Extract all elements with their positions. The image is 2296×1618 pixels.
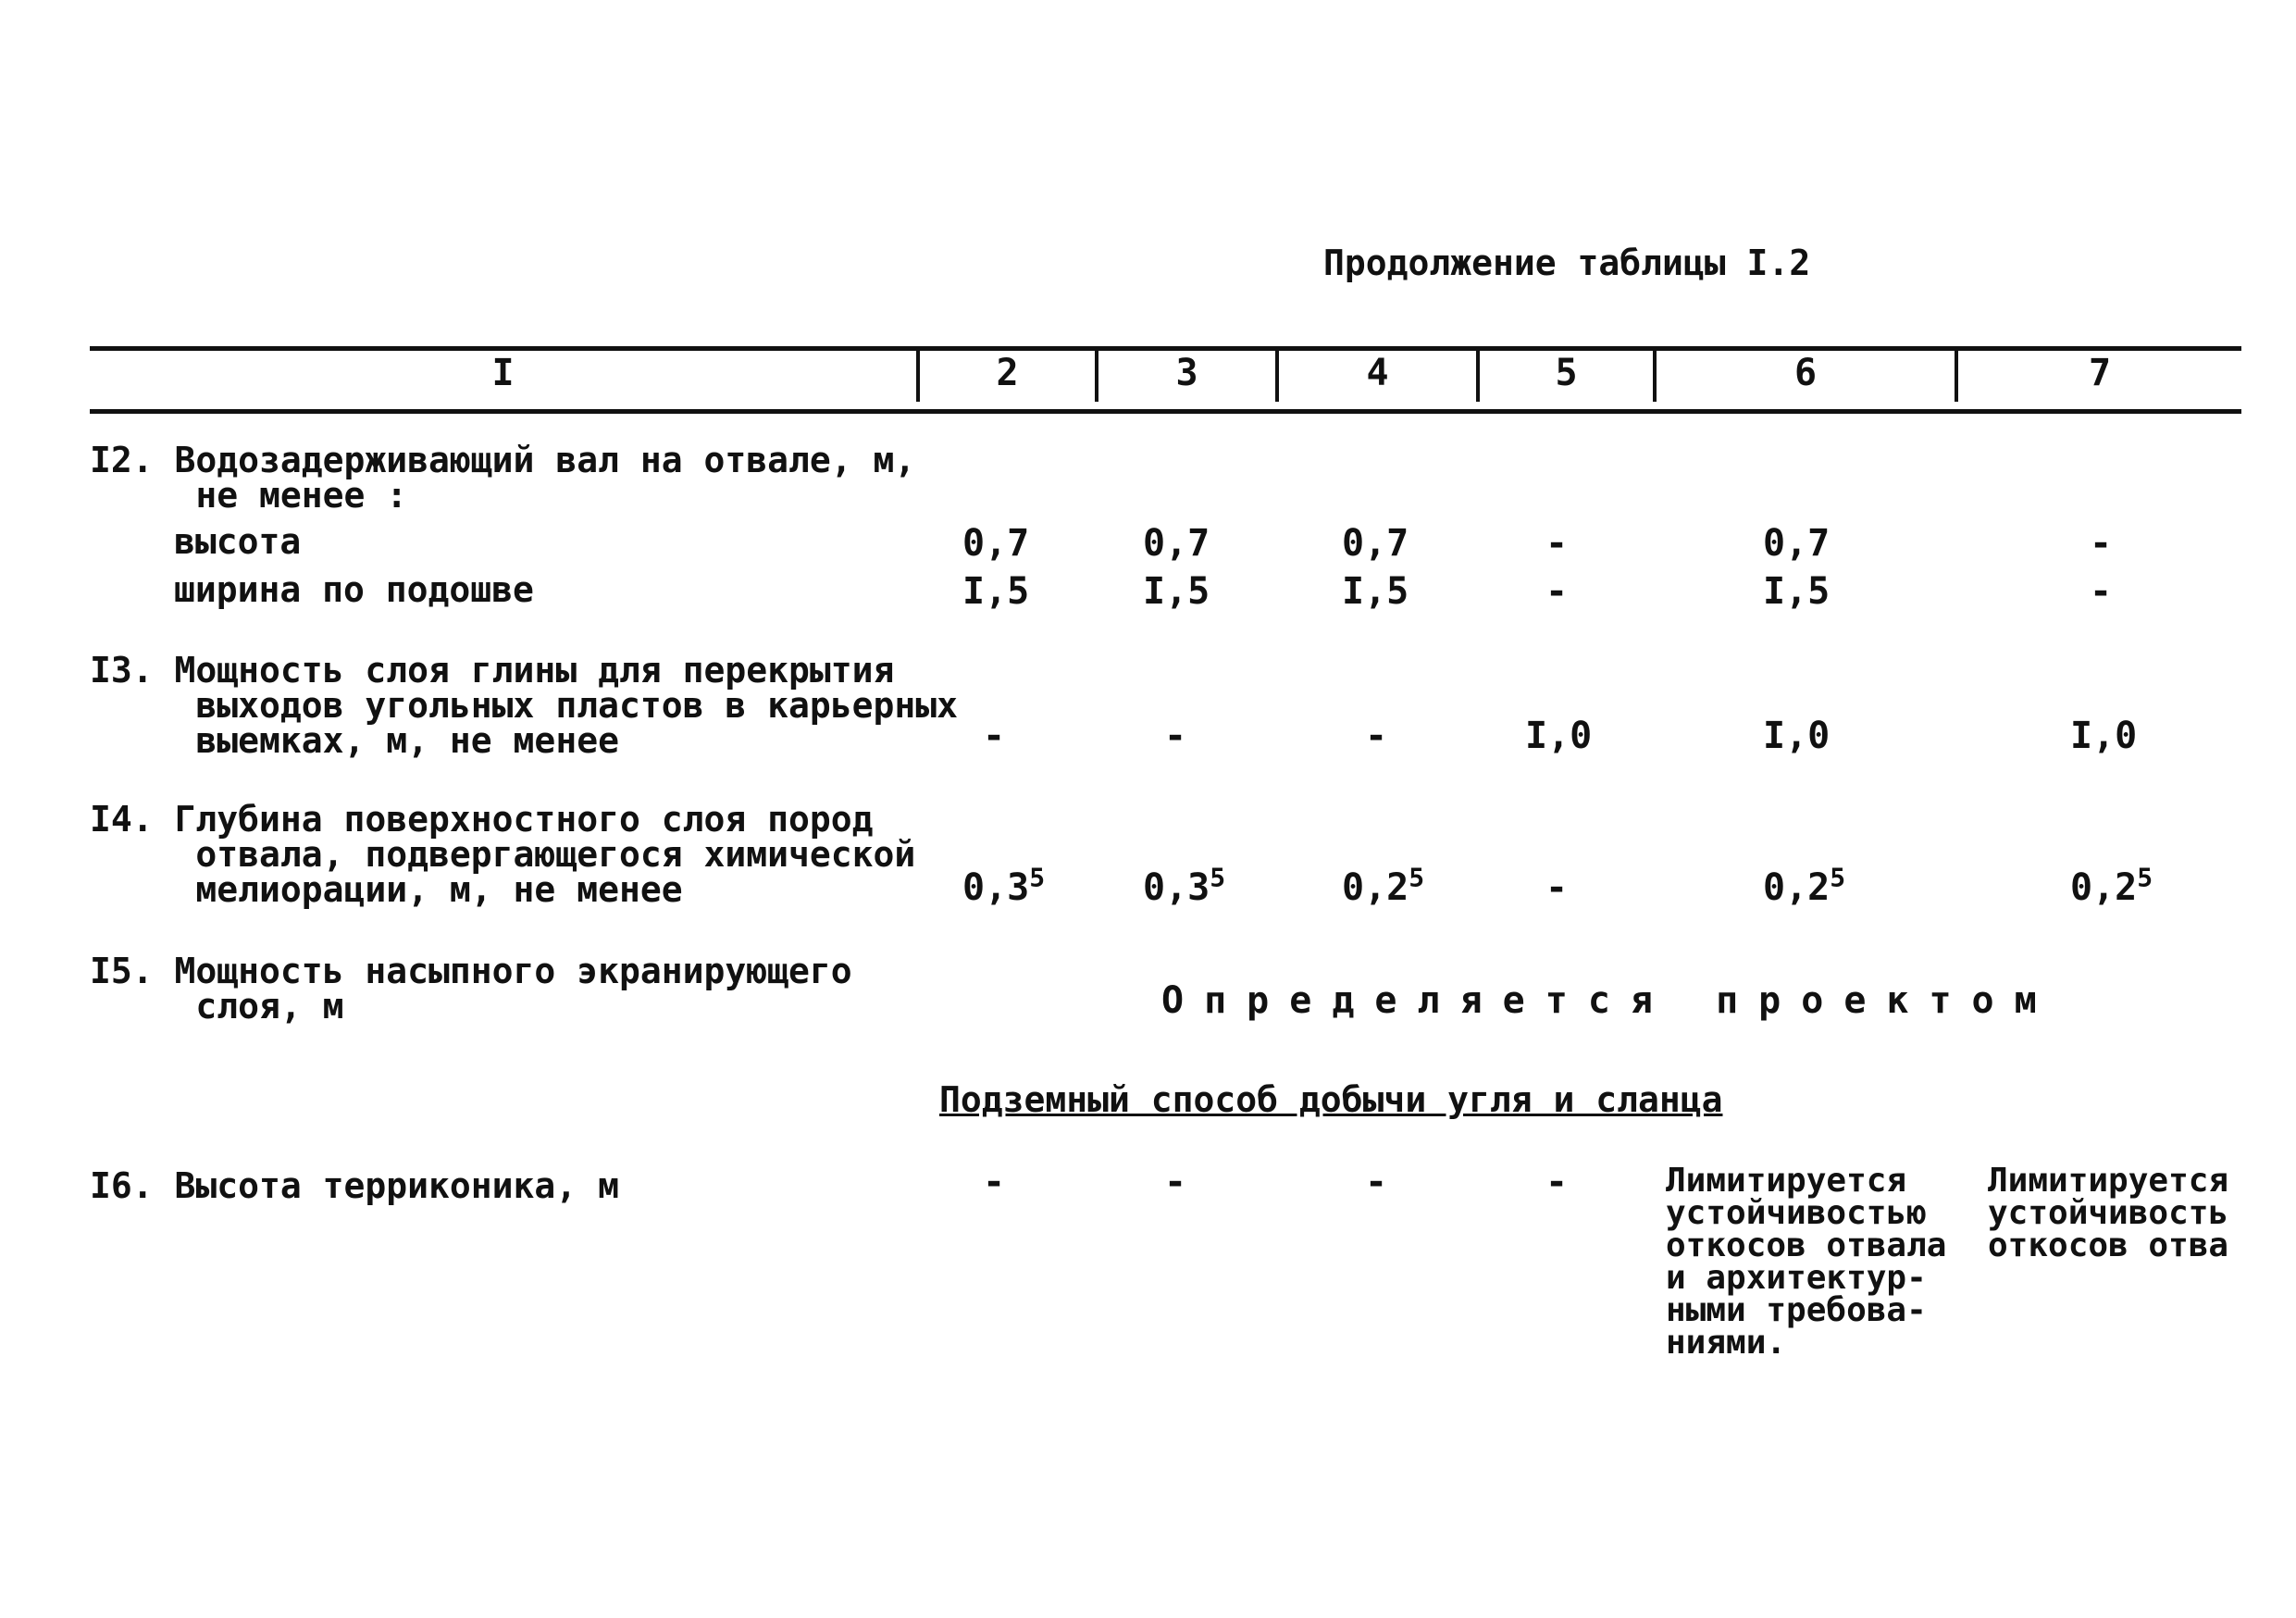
col-header-5: 5 <box>1555 352 1578 394</box>
cell: - <box>983 1161 1006 1203</box>
cell: 0,7 <box>1342 522 1409 565</box>
cell: - <box>2090 570 2113 613</box>
cell: - <box>1545 1161 1569 1203</box>
cell: $0,3^5$ <box>962 862 1046 909</box>
col-header-4: 4 <box>1366 352 1389 394</box>
row-12-label: I2. Водозадерживающий вал на отвале, м, не менее : <box>90 440 916 516</box>
row-16-note-col6: Лимитируется устойчивостью откосов отвала и архитектур- ными требова- ниями. <box>1666 1162 1947 1362</box>
row-16-note-col7: Лимитируется устойчивость откосов отва <box>1988 1164 2229 1262</box>
cell: $0,3^5$ <box>1143 862 1226 909</box>
cell: 0,7 <box>1143 522 1210 565</box>
cell: 0,7 <box>1763 522 1831 565</box>
cell: I,5 <box>1342 570 1409 613</box>
cell: I,5 <box>962 570 1030 613</box>
col-header-1: I <box>491 352 515 394</box>
col-header-7: 7 <box>2088 352 2112 394</box>
cell: $0,2^5$ <box>2070 862 2153 909</box>
cell: - <box>1164 715 1187 757</box>
row-15-label: I5. Мощность насыпного экранирующего слоя, м <box>90 951 852 1027</box>
header-top-rule <box>90 346 2241 351</box>
cell: I,5 <box>1143 570 1210 613</box>
cell: I,0 <box>1525 715 1593 757</box>
cell: - <box>1365 715 1388 757</box>
row-15-span-text: Определяется проектом <box>1161 979 2057 1022</box>
cell: - <box>1545 570 1569 613</box>
row-12-sub-2-label: ширина по подошве <box>174 569 534 610</box>
cell: - <box>1545 522 1569 565</box>
col-header-6: 6 <box>1793 352 1818 394</box>
header-bottom-rule <box>90 409 2241 414</box>
cell: $0,2^5$ <box>1342 862 1425 909</box>
cell: I,0 <box>1763 715 1831 757</box>
cell: - <box>1164 1161 1187 1203</box>
row-14-label: I4. Глубина поверхностного слоя пород отвала, подвергающегося химической мелиорации, м, не менее <box>90 799 916 910</box>
cell: - <box>1365 1161 1388 1203</box>
table-caption: Продолжение таблицы I.2 <box>1323 243 1811 283</box>
cell: - <box>2090 522 2113 565</box>
section-title: Подземный способ добычи угля и сланца <box>939 1079 1723 1120</box>
cell: $0,2^5$ <box>1763 862 1846 909</box>
cell: I,0 <box>2070 715 2138 757</box>
cell: 0,7 <box>962 522 1030 565</box>
cell: - <box>1545 866 1569 909</box>
row-12-sub-1-label: высота <box>174 521 302 562</box>
cell: - <box>983 715 1006 757</box>
row-16-label: I6. Высота терриконика, м <box>90 1165 619 1206</box>
row-13-label: I3. Мощность слоя глины для перекрытия выходов угольных пластов в карьерных выемках, м, не менее <box>90 650 958 761</box>
cell: I,5 <box>1763 570 1831 613</box>
col-header-2: 2 <box>996 352 1019 394</box>
col-header-3: 3 <box>1175 352 1198 394</box>
